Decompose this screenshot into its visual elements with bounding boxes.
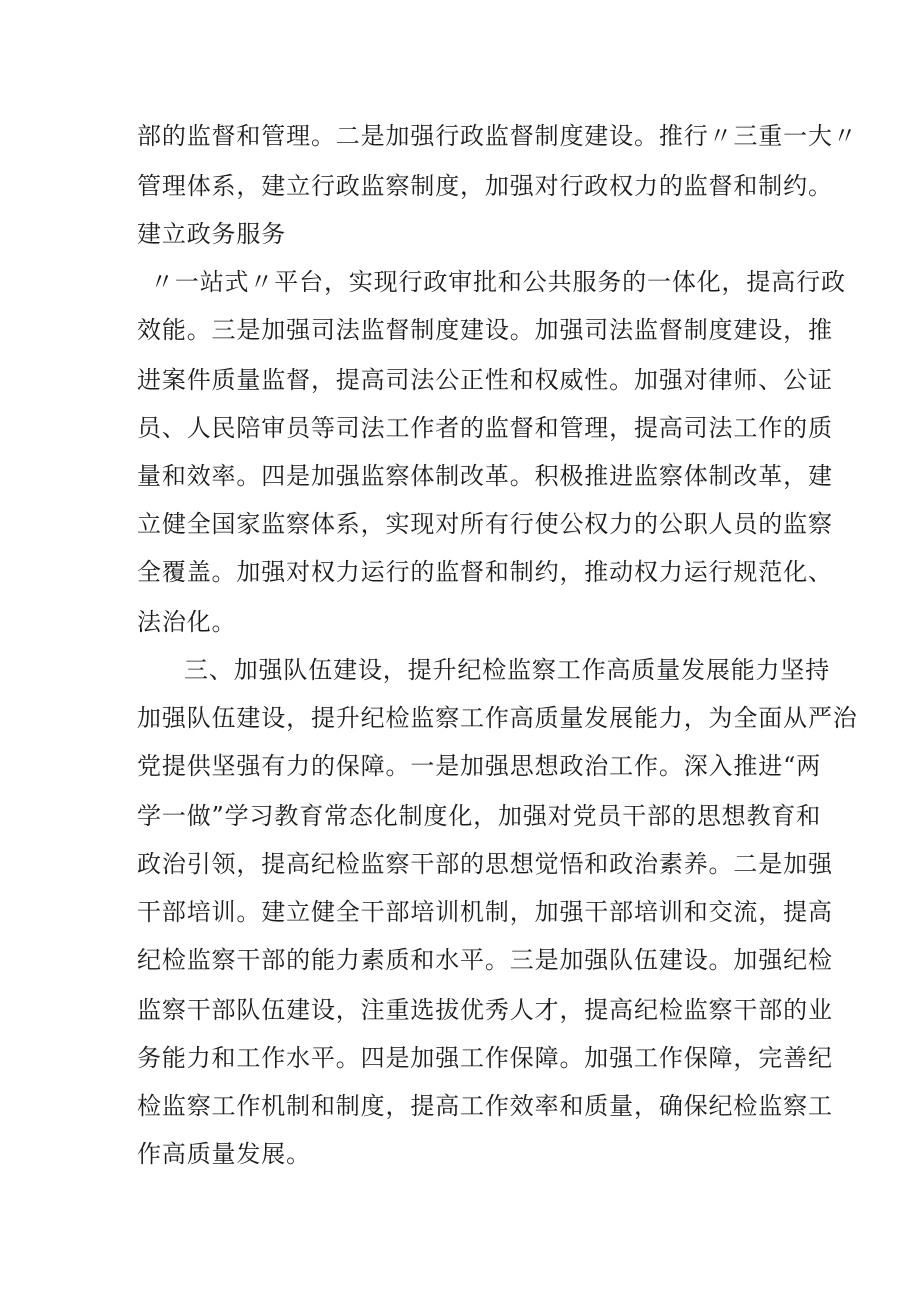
text-line: 员、人民陪审员等司法工作者的监督和管理，提高司法工作的质 — [137, 414, 833, 442]
text-line: 进案件质量监督，提高司法公正性和权威性。加强对律师、公证 — [137, 366, 833, 394]
text-line: 作高质量发展。 — [137, 1140, 311, 1168]
text-line: 学一做”学习教育常态化制度化，加强对党员干部的思想教育和 — [137, 802, 822, 830]
section-heading: 三、加强队伍建设，提升纪检监察工作高质量发展能力坚持 — [184, 656, 831, 684]
text-line: 管理体系，建立行政监察制度，加强对行政权力的监督和制约。 — [137, 172, 833, 200]
text-line: 监察干部队伍建设，注重选拔优秀人才，提高纪检监察干部的业 — [137, 996, 833, 1024]
text-line: 法治化。 — [137, 608, 237, 636]
text-line: 党提供坚强有力的保障。一是加强思想政治工作。深入推进“两 — [137, 752, 822, 780]
text-line: 政治引领，提高纪检监察干部的思想觉悟和政治素养。二是加强 — [137, 850, 833, 878]
text-line: 立健全国家监察体系，实现对所有行使公权力的公职人员的监察 — [137, 510, 833, 538]
text-line: 干部培训。建立健全干部培训机制，加强干部培训和交流，提高 — [137, 898, 833, 926]
text-line: 建立政务服务 — [137, 220, 287, 248]
text-line: 部的监督和管理。二是加强行政监督制度建设。推行〃三重一大〃 — [137, 122, 858, 150]
text-line: 效能。三是加强司法监督制度建设。加强司法监督制度建设，推 — [137, 316, 833, 344]
text-line: 纪检监察干部的能力素质和水平。三是加强队伍建设。加强纪检 — [137, 946, 833, 974]
text-line: 加强队伍建设，提升纪检监察工作高质量发展能力，为全面从严治 — [137, 704, 858, 732]
text-line: 量和效率。四是加强监察体制改革。积极推进监察体制改革，建 — [137, 462, 833, 490]
text-line: 检监察工作机制和制度，提高工作效率和质量，确保纪检监察工 — [137, 1092, 833, 1120]
text-line: 务能力和工作水平。四是加强工作保障。加强工作保障，完善纪 — [137, 1044, 833, 1072]
text-line: 全覆盖。加强对权力运行的监督和制约，推动权力运行规范化、 — [137, 558, 833, 586]
text-line: 〃一站式〃平台，实现行政审批和公共服务的一体化，提高行政 — [150, 268, 846, 296]
